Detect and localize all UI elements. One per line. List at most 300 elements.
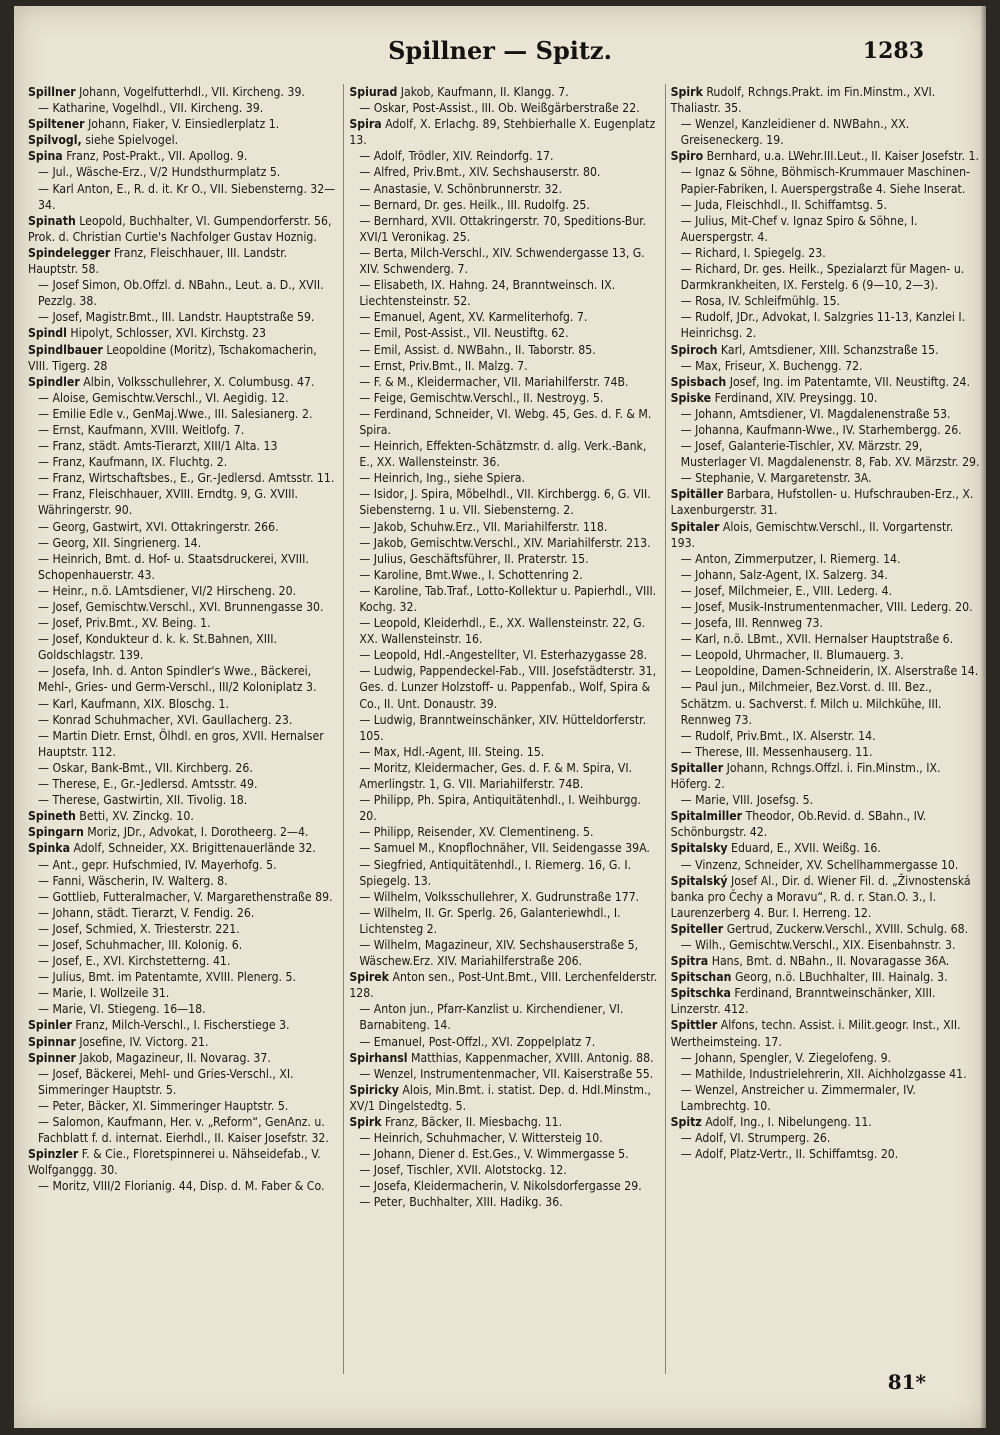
directory-entry [671, 615, 980, 631]
entry-details: Adolf, X. Erlachg. 89, Stehbierhalle X. Eugenplatz 13. [349, 117, 656, 148]
entry-details: — Johann, Salz-Agent, IX. Salzerg. 34. [680, 567, 888, 582]
page-number: 1283 [862, 38, 924, 64]
directory-entry [349, 744, 658, 760]
entry-surname: Spitäller [670, 487, 724, 502]
entry-surname: Spira [349, 117, 382, 132]
directory-entry [28, 1178, 337, 1194]
entry-surname: Spineth [28, 809, 76, 824]
entry-surname: Spiske [670, 390, 712, 405]
directory-entry [671, 406, 980, 422]
directory-entry [349, 309, 658, 325]
column-left [28, 84, 337, 1374]
entry-details: — Emanuel, Post-Offzl., XVI. Zoppelplatz 7. [359, 1034, 596, 1049]
directory-entry [28, 663, 337, 695]
entry-details: — Bernhard, XVII. Ottakringerstr. 70, Speditions-Bur. XVI/1 Veronikag. 25. [359, 213, 647, 244]
directory-entry [349, 1162, 658, 1178]
directory-entry [671, 1130, 980, 1146]
entry-details: — Peter, Bäcker, XI. Simmeringer Hauptstr. 5. [38, 1098, 289, 1113]
entry-details: Bernhard, u.a. LWehr.III.Leut., II. Kaiser Josefstr. 1. [706, 149, 979, 164]
entry-details: — Gottlieb, Futteralmacher, V. Margarethenstraße 89. [38, 889, 333, 904]
entry-details: — Anastasie, V. Schönbrunnerstr. 32. [359, 181, 562, 196]
entry-details: — Ludwig, Branntweinschänker, XIV. Hütteldorferstr. 105. [359, 712, 647, 743]
directory-entry [671, 164, 980, 196]
directory-entry [349, 148, 658, 164]
directory-entry [671, 245, 980, 261]
entry-details: — Marie, I. Wollzeile 31. [38, 986, 170, 1001]
directory-entry [28, 164, 337, 180]
entry-details: — Oskar, Bank-Bmt., VII. Kirchberg. 26. [38, 760, 253, 775]
entry-details: — Wenzel, Kanzleidiener d. NWBahn., XX. Greiseneckerg. 19. [680, 117, 910, 148]
directory-entry [28, 148, 337, 164]
directory-entry [349, 197, 658, 213]
entry-details: Karl, Amtsdiener, XIII. Schanzstraße 15. [720, 342, 939, 357]
directory-entry [349, 583, 658, 615]
entry-surname: Spitra [670, 954, 709, 969]
entry-details: — Emanuel, Agent, XV. Karmeliterhofg. 7. [359, 310, 588, 325]
entry-details: — Wenzel, Anstreicher u. Zimmermaler, IV. Lambrechtg. 10. [680, 1082, 916, 1113]
entry-surname: Spindl [28, 326, 67, 341]
directory-entry [28, 808, 337, 824]
directory-entry [28, 583, 337, 599]
entry-details: Josefine, IV. Victorg. 21. [79, 1034, 209, 1049]
directory-entry [671, 728, 980, 744]
page-edge-shadow [980, 6, 986, 1428]
directory-entry [28, 792, 337, 808]
entry-details: — Richard, I. Spiegelg. 23. [680, 245, 826, 260]
directory-entry [671, 857, 980, 873]
directory-entry [349, 792, 658, 824]
entry-details: — Johann, Diener d. Est.Ges., V. Wimmergasse 5. [359, 1147, 629, 1162]
directory-entry [28, 728, 337, 760]
entry-details: Jakob, Kaufmann, II. Klangg. 7. [400, 85, 569, 99]
directory-entry [671, 470, 980, 486]
entry-details: — Berta, Milch-Verschl., XIV. Schwendergasse 13, G. XIV. Schwenderg. 7. [359, 245, 645, 277]
column-middle [343, 84, 658, 1374]
entry-details: — Wilh., Gemischtw.Verschl., XIX. Eisenbahnstr. 3. [680, 937, 956, 952]
directory-entry [28, 985, 337, 1001]
entry-details: — Josef Simon, Ob.Offzl. d. NBahn., Leut. a. D., XVII. Pezzlg. 38. [38, 278, 324, 309]
entry-surname: Spinzler [28, 1147, 79, 1162]
entry-details: — Karoline, Bmt.Wwe., I. Schottenring 2. [359, 567, 583, 582]
directory-entry [349, 181, 658, 197]
directory-entry [349, 663, 658, 711]
entry-details: — Wilhelm, Volksschullehrer, X. Gudrunstraße 177. [359, 889, 640, 904]
entry-details: F. & Cie., Floretspinnerei u. Nähseidefab., V. Wolfganggg. 30. [28, 1147, 321, 1178]
entry-details: — Franz, Wirtschaftsbes., E., Gr.-Jedlersd. Amtsstr. 11. [38, 471, 335, 486]
directory-entry [349, 374, 658, 390]
entry-details: — Juda, Fleischhdl., II. Schiffamtsg. 5. [680, 197, 887, 212]
entry-details: Johann, Rchngs.Offzl. i. Fin.Minstm., IX. Höferg. 2. [670, 760, 941, 792]
entry-surname: Spindlbauer [28, 342, 103, 357]
directory-entry [671, 567, 980, 583]
entry-details: — Heinrich, Bmt. d. Hof- u. Staatsdruckerei, XVIII. Schopenhauerstr. 43. [38, 551, 309, 582]
directory-entry [671, 342, 980, 358]
directory-entry [671, 519, 980, 551]
directory-entry [349, 519, 658, 535]
directory-entry [349, 438, 658, 470]
directory-entry [671, 1017, 980, 1049]
entry-details: — Adolf, Trödler, XIV. Reindorfg. 17. [359, 149, 554, 164]
directory-entry [349, 325, 658, 341]
directory-entry [28, 1066, 337, 1098]
directory-entry [349, 1001, 658, 1033]
entry-details: — Josef, Schmied, X. Triesterstr. 221. [38, 921, 240, 936]
directory-entry [671, 309, 980, 341]
entry-details: — Josef, Milchmeier, E., VIII. Lederg. 4. [680, 583, 893, 598]
entry-details: — Georg, Gastwirt, XVI. Ottakringerstr. 266. [38, 519, 279, 534]
entry-details: — Josef, Magistr.Bmt., III. Landstr. Hauptstraße 59. [38, 310, 315, 325]
entry-surname: Spitaller [670, 760, 724, 775]
directory-entry [671, 760, 980, 792]
entry-details: — Anton jun., Pfarr-Kanzlist u. Kirchendiener, VI. Barnabiteng. 14. [359, 1002, 624, 1033]
directory-entry [349, 647, 658, 663]
directory-entry [28, 1034, 337, 1050]
entry-details: — Leopoldine, Damen-Schneiderin, IX. Alserstraße 14. [680, 664, 979, 679]
entry-details: — Vinzenz, Schneider, XV. Schellhammergasse 10. [680, 857, 959, 872]
directory-entry [671, 953, 980, 969]
directory-entry [671, 985, 980, 1017]
entry-surname: Spingarn [28, 825, 84, 840]
directory-entry [28, 454, 337, 470]
directory-entry [28, 519, 337, 535]
entry-details: — Josef, Gemischtw.Verschl., XVI. Brunnengasse 30. [38, 600, 324, 614]
entry-details: — Jakob, Schuhw.Erz., VII. Mariahilferstr. 118. [359, 519, 608, 534]
entry-details: Moriz, JDr., Advokat, I. Dorotheerg. 2—4. [87, 825, 309, 840]
entry-details: — Fanni, Wäscherin, IV. Walterg. 8. [38, 873, 228, 888]
entry-details: — Mathilde, Industrielehrerin, XII. Aichholzgasse 41. [680, 1066, 967, 1081]
entry-surname: Spittler [670, 1018, 718, 1033]
directory-entry [28, 132, 337, 148]
directory-entry [349, 277, 658, 309]
directory-entry [349, 1034, 658, 1050]
entry-details: Alois, Min.Bmt. i. statist. Dep. d. HdI.Minstm., XV/1 Dingelstedtg. 5. [349, 1082, 651, 1113]
entry-details: — Josef, Galanterie-Tischler, XV. Märzstr. 29, Musterlager VI. Magdalenenstr. 8, Fab. XV. Märzstr. 29. [680, 439, 980, 470]
directory-columns [28, 84, 980, 1374]
entry-details: Alois, Gemischtw.Verschl., II. Vorgartenstr. 193. [670, 519, 954, 550]
entry-details: Theodor, Ob.Revid. d. SBahn., IV. Schönburgstr. 42. [670, 809, 927, 840]
column-right [665, 84, 980, 1374]
entry-details: — Josef, Kondukteur d. k. k. St.Bahnen, XIII. Goldschlagstr. 139. [38, 632, 277, 663]
directory-entry [349, 857, 658, 889]
entry-details: — Karoline, Tab.Traf., Lotto-Kollektur u. Papierhdl., VIII. Kochg. 32. [359, 583, 657, 614]
entry-details: — Wilhelm, II. Gr. Sperlg. 26, Galanteriewhdl., I. Lichtensteg 2. [359, 905, 621, 936]
entry-details: — Therese, III. Messenhauserg. 11. [680, 744, 873, 759]
entry-details: — Rudolf, Priv.Bmt., IX. Alserstr. 14. [680, 728, 876, 743]
entry-details: Josef Al., Dir. d. Wiener Fil. d. „Živnostenská banka pro Čechy a Moravu“, R. d. r. Stan.O. 3., I. Laurenzerberg 4. Bur. I. Herreng. 12. [670, 873, 971, 920]
entry-details: Leopoldine (Moritz), Tschakomacherin, VIII. Tigerg. 28 [28, 342, 317, 373]
entry-details: Barbara, Hufstollen- u. Hufschrauben-Erz., X. Laxenburgerstr. 31. [670, 487, 974, 518]
directory-entry [349, 1050, 658, 1066]
directory-entry [349, 164, 658, 180]
directory-entry [671, 116, 980, 148]
entry-details: — Johanna, Kaufmann-Wwe., IV. Starhembergg. 26. [680, 422, 962, 437]
directory-entry [28, 824, 337, 840]
directory-entry [28, 245, 337, 277]
directory-entry [349, 1194, 658, 1210]
signature-mark: 81* [887, 1370, 926, 1394]
entry-details: — Leopold, Kleiderhdl., E., XX. Wallensteinstr. 22, G. XX. Wallensteinstr. 16. [359, 616, 646, 647]
entry-details: — Heinrich, Effekten-Schätzmstr. d. allg. Verk.-Bank, E., XX. Wallensteinstr. 36. [359, 439, 647, 470]
directory-entry [28, 1146, 337, 1178]
directory-entry [28, 100, 337, 116]
entry-details: Gertrud, Zuckerw.Verschl., XVIII. Schulg. 68. [726, 921, 969, 936]
directory-entry [671, 438, 980, 470]
entry-details: Johann, Vogelfutterhdl., VII. Kircheng. 39. [79, 85, 305, 99]
directory-entry [671, 840, 980, 856]
directory-entry [349, 824, 658, 840]
entry-details: Johann, Fiaker, V. Einsiedlerplatz 1. [88, 117, 280, 132]
directory-page [14, 6, 986, 1428]
directory-entry [349, 406, 658, 438]
directory-entry [349, 213, 658, 245]
directory-entry [671, 921, 980, 937]
entry-details: — Franz, städt. Amts-Tierarzt, XIII/1 Alta. 13 [38, 439, 278, 454]
entry-details: — Adolf, VI. Strumperg. 26. [680, 1131, 831, 1146]
directory-entry [349, 969, 658, 1001]
entry-surname: Spiricky [349, 1082, 399, 1097]
entry-details: — Max, Friseur, X. Buchengg. 72. [680, 358, 863, 373]
directory-entry [349, 1066, 658, 1082]
entry-details: — Samuel M., Knopflochnäher, VII. Seidengasse 39A. [359, 841, 650, 856]
entry-details: — Josef, Bäckerei, Mehl- und Gries-Verschl., XI. Simmeringer Hauptstr. 5. [38, 1066, 294, 1097]
directory-entry [671, 647, 980, 663]
directory-entry [28, 921, 337, 937]
entry-details: Betti, XV. Zinckg. 10. [79, 809, 194, 824]
entry-surname: Spirek [349, 970, 389, 985]
entry-details: — Siegfried, Antiquitätenhdl., I. Riemerg. 16, G. I. Spiegelg. 13. [359, 857, 632, 888]
entry-surname: Spitschan [670, 970, 732, 985]
entry-surname: Spisbach [670, 374, 727, 389]
directory-entry [671, 148, 980, 164]
directory-entry [671, 1146, 980, 1162]
directory-entry [671, 663, 980, 679]
entry-details: — Ernst, Kaufmann, XVIII. Weitlofg. 7. [38, 422, 245, 437]
entry-details: — Julius, Geschäftsführer, II. Praterstr. 15. [359, 551, 589, 566]
entry-details: — F. & M., Kleidermacher, VII. Mariahilferstr. 74B. [359, 374, 629, 389]
entry-details: — Jul., Wäsche-Erz., V/2 Hundsthurmplatz 5. [38, 165, 281, 180]
directory-entry [28, 937, 337, 953]
entry-details: — Ferdinand, Schneider, VI. Webg. 45, Ges. d. F. & M. Spira. [359, 406, 652, 437]
entry-details: — Elisabeth, IX. Hahng. 24, Branntweinsch. IX. Liechtensteinstr. 52. [359, 278, 616, 309]
entry-details: — Jakob, Gemischtw.Verschl., XIV. Mariahilferstr. 213. [359, 535, 651, 550]
directory-entry [28, 969, 337, 985]
directory-entry [671, 422, 980, 438]
directory-entry [349, 100, 658, 116]
directory-entry [349, 551, 658, 567]
entry-details: Anton sen., Post-Unt.Bmt., VIII. Lerchenfelderstr. 128. [349, 970, 658, 1001]
entry-details: Rudolf, Rchngs.Prakt. im Fin.Minstm., XVI. Thaliastr. 35. [670, 85, 936, 116]
entry-details: Josef, Ing. im Patentamte, VII. Neustiftg. 24. [729, 374, 970, 389]
entry-details: — Salomon, Kaufmann, Her. v. „Reform“, GenAnz. u. Fachblatt f. d. internat. Eierhdl., II. Kaiser Josefstr. 32. [38, 1115, 329, 1146]
directory-entry [349, 1114, 658, 1130]
directory-entry [28, 953, 337, 969]
directory-entry [28, 390, 337, 406]
entry-details: Hans, Bmt. d. NBahn., II. Novaragasse 36A. [711, 954, 950, 969]
entry-surname: Spinner [28, 1050, 76, 1065]
entry-details: Franz, Post-Prakt., VII. Apollog. 9. [66, 149, 248, 164]
entry-details: — Therese, E., Gr.-Jedlersd. Amtsstr. 49. [38, 777, 258, 792]
directory-entry [671, 390, 980, 406]
entry-details: — Ernst, Priv.Bmt., II. Malzg. 7. [359, 358, 528, 373]
entry-details: — Ludwig, Pappendeckel-Fab., VIII. Josefstädterstr. 31, Ges. d. Lunzer Holzstoff- u. Pappenfab., Wolf, Spira & Co., II. Unt. Donaustr. 39. [359, 664, 657, 711]
directory-entry [28, 551, 337, 583]
entry-details: — Rudolf, JDr., Advokat, I. Salzgries 11-13, Kanzlei I. Heinrichsg. 2. [680, 310, 966, 341]
page-header [14, 36, 986, 76]
directory-entry [671, 551, 980, 567]
directory-entry [671, 631, 980, 647]
entry-details: — Georg, XII. Singrienerg. 14. [38, 535, 202, 550]
directory-entry [671, 744, 980, 760]
entry-details: — Leopold, Uhrmacher, II. Blumauerg. 3. [680, 648, 904, 663]
entry-surname: Spitalsky [670, 841, 728, 856]
directory-entry [671, 197, 980, 213]
directory-entry [28, 325, 337, 341]
entry-details: — Josefa, Inh. d. Anton Spindler's Wwe., Bäckerei, Mehl-, Gries- und Germ-Verschl., III/2 Koloniplatz 3. [38, 664, 317, 695]
directory-entry [349, 1178, 658, 1194]
entry-surname: Spiurad [349, 85, 398, 99]
directory-entry [349, 342, 658, 358]
entry-details: — Franz, Fleischhauer, XVIII. Erndtg. 9, G. XVIII. Währingerstr. 90. [38, 487, 299, 518]
entry-details: — Philipp, Reisender, XV. Clementineng. 5. [359, 825, 594, 840]
entry-details: Hipolyt, Schlosser, XVI. Kirchstg. 23 [70, 326, 267, 341]
directory-entry [349, 470, 658, 486]
entry-surname: Spitalmiller [670, 809, 743, 824]
entry-details: — Marie, VIII. Josefsg. 5. [680, 793, 814, 808]
entry-surname: Spinnar [28, 1034, 76, 1049]
directory-entry [349, 1130, 658, 1146]
directory-entry [28, 631, 337, 663]
directory-entry [28, 406, 337, 422]
running-head: Spillner — Spitz. [388, 36, 612, 65]
directory-entry [28, 309, 337, 325]
directory-entry [28, 535, 337, 551]
directory-entry [349, 840, 658, 856]
directory-entry [28, 213, 337, 245]
directory-entry [671, 1050, 980, 1066]
directory-entry [28, 438, 337, 454]
entry-details: — Stephanie, V. Margaretenstr. 3A. [680, 471, 872, 486]
directory-entry [671, 261, 980, 293]
directory-entry [28, 374, 337, 390]
directory-entry [671, 679, 980, 727]
entry-details: — Franz, Kaufmann, IX. Fluchtg. 2. [38, 455, 228, 470]
entry-details: — Rosa, IV. Schleifmühlg. 15. [680, 294, 841, 309]
entry-details: Ferdinand, XIV. Preysingg. 10. [714, 390, 878, 405]
entry-details: siehe Spielvogel. [85, 133, 179, 148]
entry-details: — Moritz, Kleidermacher, Ges. d. F. & M. Spira, VI. Amerlingstr. 1, G. VII. Mariahilferstr. 74B. [359, 760, 633, 792]
entry-surname: Spindler [28, 374, 80, 389]
directory-entry [671, 873, 980, 921]
entry-details: — Josef, Tischler, XVII. Alotstockg. 12. [359, 1163, 567, 1178]
entry-details: Franz, Fleischhauer, III. Landstr. Hauptstr. 58. [28, 245, 288, 277]
directory-entry [671, 1082, 980, 1114]
directory-entry [349, 760, 658, 792]
entry-surname: Spirk [349, 1115, 382, 1129]
directory-entry [671, 969, 980, 985]
directory-entry [349, 390, 658, 406]
directory-entry [671, 583, 980, 599]
entry-details: Albin, Volksschullehrer, X. Columbusg. 47. [83, 374, 315, 389]
entry-surname: Spitz [670, 1115, 702, 1129]
directory-entry [349, 116, 658, 148]
directory-entry [671, 486, 980, 518]
entry-details: — Emil, Post-Assist., VII. Neustiftg. 62. [359, 326, 569, 341]
entry-details: — Katharine, Vogelhdl., VII. Kircheng. 39. [38, 101, 264, 116]
entry-details: Ferdinand, Branntweinschänker, XIII. Linzerstr. 412. [670, 986, 936, 1017]
directory-entry [349, 1082, 658, 1114]
entry-surname: Spillner [28, 85, 76, 99]
entry-surname: Spinath [28, 213, 76, 228]
directory-entry [28, 840, 337, 856]
entry-details: — Johann, Amtsdiener, VI. Magdalenenstraße 53. [680, 406, 951, 421]
entry-details: — Josefa, III. Rennweg 73. [680, 616, 824, 631]
directory-entry [349, 905, 658, 937]
directory-entry [28, 486, 337, 518]
directory-entry [671, 213, 980, 245]
entry-details: Alfons, techn. Assist. i. Milit.geogr. Inst., XII. Wertheimsteing. 17. [670, 1018, 961, 1049]
entry-details: — Adolf, Platz-Vertr., II. Schiffamtsg. 20. [680, 1147, 899, 1162]
directory-entry [28, 873, 337, 889]
entry-details: — Ignaz & Söhne, Böhmisch-Krummauer Maschinen-Papier-Fabriken, I. Auerspergstraße 4. Siehe Inserat. [680, 165, 971, 196]
directory-entry [28, 1050, 337, 1066]
entry-details: Matthias, Kappenmacher, XVIII. Antonig. 88. [411, 1050, 654, 1065]
directory-entry [349, 84, 658, 100]
entry-surname: Spinka [28, 841, 70, 856]
directory-entry [349, 245, 658, 277]
entry-details: — Leopold, Hdl.-Angestellter, VI. Esterhazygasse 28. [359, 648, 648, 663]
directory-entry [349, 712, 658, 744]
entry-details: — Josefa, Kleidermacherin, V. Nikolsdorfergasse 29. [359, 1179, 642, 1194]
directory-entry [28, 116, 337, 132]
directory-entry [28, 905, 337, 921]
entry-details: — Peter, Buchhalter, XIII. Hadikg. 36. [359, 1195, 563, 1210]
entry-details: — Anton, Zimmerputzer, I. Riemerg. 14. [680, 551, 901, 566]
entry-details: — Isidor, J. Spira, Möbelhdl., VII. Kirchbergg. 6, G. VII. Siebensterng. 1 u. VII. Siebensterng. 2. [359, 487, 651, 518]
directory-entry [671, 808, 980, 840]
entry-details: — Konrad Schuhmacher, XVI. Gaullacherg. 23. [38, 712, 293, 727]
directory-entry [28, 1114, 337, 1146]
entry-surname: Spiro [670, 149, 704, 164]
entry-details: — Heinrich, Ing., siehe Spiera. [359, 471, 525, 486]
entry-details: — Philipp, Ph. Spira, Antiquitätenhdl., I. Weihburgg. 20. [359, 793, 641, 824]
directory-entry [28, 1098, 337, 1114]
directory-entry [28, 760, 337, 776]
entry-details: — Josef, Musik-Instrumentenmacher, VIII. Lederg. 20. [680, 600, 973, 614]
entry-details: — Richard, Dr. ges. Heilk., Spezialarzt für Magen- u. Darmkrankheiten, IX. Ferstelg. 6 (9—10, 2—3). [680, 262, 965, 293]
directory-entry [671, 293, 980, 309]
entry-details: — Alfred, Priv.Bmt., XIV. Sechshauserstr. 80. [359, 165, 601, 180]
entry-surname: Spindelegger [28, 245, 111, 260]
directory-entry [28, 776, 337, 792]
entry-surname: Spitschka [670, 986, 731, 1001]
directory-entry [671, 1114, 980, 1130]
directory-entry [349, 889, 658, 905]
entry-details: — Marie, VI. Stiegeng. 16—18. [38, 1002, 206, 1017]
directory-entry [28, 599, 337, 615]
entry-details: — Emil, Assist. d. NWBahn., II. Taborstr. 85. [359, 342, 596, 357]
entry-details: Franz, Milch-Verschl., I. Fischerstiege 3. [75, 1018, 290, 1033]
directory-entry [28, 470, 337, 486]
directory-entry [28, 342, 337, 374]
directory-entry [671, 374, 980, 390]
entry-details: — Heinr., n.ö. LAmtsdiener, VI/2 Hirscheng. 20. [38, 583, 297, 598]
entry-details: — Karl, Kaufmann, XIX. Bloschg. 1. [38, 696, 229, 711]
directory-entry [28, 615, 337, 631]
entry-details: — Karl Anton, E., R. d. it. Kr O., VII. Siebensterng. 32—34. [38, 181, 336, 212]
directory-entry [28, 422, 337, 438]
entry-details: Adolf, Schneider, XX. Brigittenauerlände 32. [73, 841, 316, 856]
directory-entry [671, 937, 980, 953]
